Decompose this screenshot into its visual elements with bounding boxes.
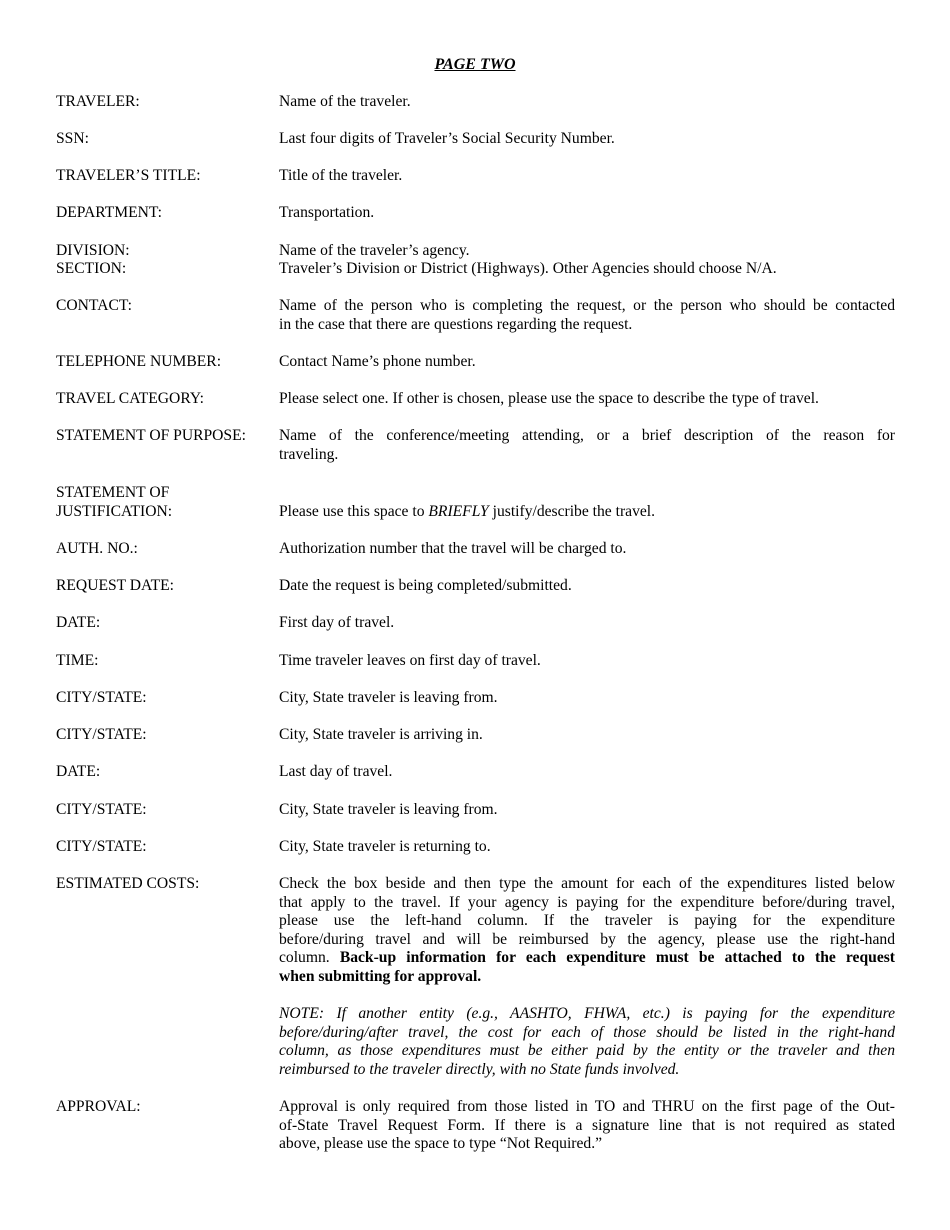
- field-label: TRAVELER:: [56, 93, 140, 110]
- field-description: Please select one. If other is chosen, please use the space to describe the type of travel.: [279, 390, 819, 407]
- note-line: before/during/after travel, the cost for each of those should be listed in the right-hand: [279, 1023, 895, 1041]
- note-line: reimbursed to the traveler directly, with no State funds involved.: [279, 1060, 680, 1078]
- description-text: column.: [279, 949, 340, 967]
- field-description: [279, 427, 895, 464]
- description-line: that apply to the travel. If your agency is paying for the expenditure before/during travel,: [279, 893, 895, 911]
- description-line: above, please use the space to type “Not Required.”: [279, 1135, 603, 1153]
- field-description: Contact Name’s phone number.: [279, 353, 476, 370]
- field-description: Name of the traveler’s agency.: [279, 242, 470, 259]
- field-label: CITY/STATE:: [56, 838, 147, 855]
- field-label: DATE:: [56, 763, 101, 780]
- field-label-line: STATEMENT OF: [56, 484, 170, 501]
- field-label: CITY/STATE:: [56, 801, 147, 818]
- field-description: Last day of travel.: [279, 763, 393, 780]
- field-label: TRAVELER’S TITLE:: [56, 167, 201, 184]
- description-line: in the case that there are questions regarding the request.: [279, 315, 633, 333]
- field-description: Traveler’s Division or District (Highways). Other Agencies should choose N/A.: [279, 260, 777, 277]
- description-line: before/during travel and will be reimbursed by the agency, please use the right-hand: [279, 930, 895, 948]
- description-line: traveling.: [279, 445, 339, 463]
- field-description: City, State traveler is leaving from.: [279, 689, 498, 706]
- field-description: City, State traveler is arriving in.: [279, 726, 483, 743]
- field-label: APPROVAL:: [56, 1098, 141, 1115]
- field-label: REQUEST DATE:: [56, 577, 174, 594]
- note-text: [279, 1005, 895, 1079]
- field-label: DEPARTMENT:: [56, 204, 163, 221]
- field-description: [279, 503, 895, 522]
- description-bold: Back-up information for each expenditure must be attached to the request: [339, 949, 896, 967]
- field-description: [279, 875, 895, 987]
- field-description: Authorization number that the travel will be charged to.: [279, 540, 627, 557]
- note-line: NOTE: If another entity (e.g., AASHTO, FHWA, etc.) is paying for the expenditure: [279, 1005, 895, 1022]
- field-label: SECTION:: [56, 260, 127, 277]
- description-line: please use the left-hand column. If the traveler is paying for the expenditure: [279, 912, 895, 930]
- note-line: column, as those expenditures must be either paid by the entity or the traveler and then: [279, 1042, 895, 1060]
- field-label-line: JUSTIFICATION:: [56, 502, 173, 520]
- field-label: TIME:: [56, 652, 99, 669]
- field-description: [279, 1098, 895, 1154]
- field-label: CITY/STATE:: [56, 689, 147, 706]
- field-label: DATE:: [56, 614, 101, 631]
- description-line: Name of the conference/meeting attending, or a brief description of the reason for: [279, 427, 895, 444]
- field-label: CONTACT:: [56, 297, 132, 314]
- field-description: Date the request is being completed/submitted.: [279, 577, 572, 594]
- field-label: TELEPHONE NUMBER:: [56, 353, 222, 370]
- field-label: TRAVEL CATEGORY:: [56, 390, 205, 407]
- field-description: First day of travel.: [279, 614, 395, 631]
- description-line: [279, 949, 895, 968]
- description-line: Check the box beside and then type the amount for each of the expenditures listed below: [279, 875, 895, 892]
- field-label: AUTH. NO.:: [56, 540, 138, 557]
- description-text: justify/describe the travel.: [488, 502, 656, 520]
- field-label: STATEMENT OF PURPOSE:: [56, 427, 246, 444]
- field-label: ESTIMATED COSTS:: [56, 875, 200, 892]
- field-description: Title of the traveler.: [279, 167, 403, 184]
- field-description: [279, 297, 895, 334]
- field-label: DIVISION:: [56, 242, 130, 259]
- description-line: of-State Travel Request Form. If there is a signature line that is not required as stated: [279, 1116, 895, 1134]
- description-line: Approval is only required from those listed in TO and THRU on the first page of the Out-: [279, 1098, 895, 1115]
- page-title: PAGE TWO: [434, 56, 516, 73]
- field-description: Last four digits of Traveler’s Social Security Number.: [279, 130, 615, 147]
- field-description: Time traveler leaves on first day of travel.: [279, 652, 541, 669]
- field-description: Transportation.: [279, 204, 375, 221]
- field-label: CITY/STATE:: [56, 726, 147, 743]
- description-line: Name of the person who is completing the request, or the person who should be contacted: [279, 297, 895, 314]
- description-text: Please use this space to: [279, 502, 429, 520]
- field-description: Name of the traveler.: [279, 93, 411, 110]
- description-emphasis: BRIEFLY: [428, 502, 489, 520]
- field-description: City, State traveler is returning to.: [279, 838, 491, 855]
- description-bold-line: when submitting for approval.: [279, 967, 482, 985]
- field-description: City, State traveler is leaving from.: [279, 801, 498, 818]
- field-label: [56, 484, 280, 521]
- field-label: SSN:: [56, 130, 89, 147]
